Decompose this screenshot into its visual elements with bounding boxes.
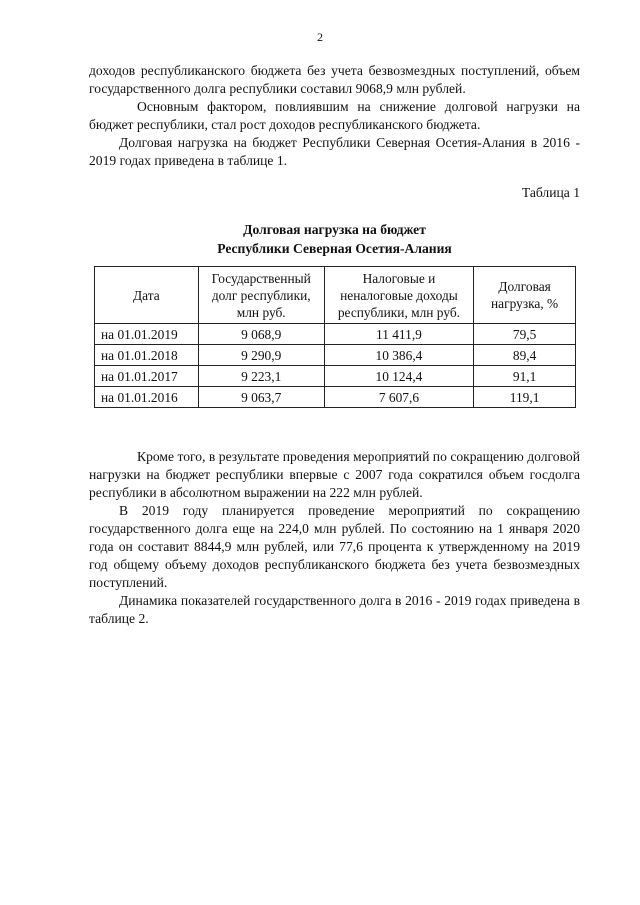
table-cell: 7 607,6: [324, 387, 474, 408]
text-block-top: [89, 62, 580, 170]
page-number: 2: [317, 30, 323, 44]
table-row: [95, 345, 576, 366]
table-row: [95, 324, 576, 345]
column-header-load: Долговая нагрузка, %: [474, 267, 576, 324]
table-cell: 10 386,4: [324, 345, 474, 366]
table-cell: на 01.01.2017: [95, 366, 199, 387]
column-header-revenue: Налоговые и неналоговые доходы республики, млн руб.: [324, 267, 474, 324]
table-title-line: Республики Северная Осетия-Алания: [217, 241, 452, 256]
table-title-line: Долговая нагрузка на бюджет: [243, 222, 426, 237]
debt-load-table: [94, 266, 576, 408]
table-caption: Таблица 1: [521, 185, 580, 200]
table-cell: 119,1: [474, 387, 576, 408]
table-row: [95, 366, 576, 387]
table-cell: на 01.01.2019: [95, 324, 199, 345]
paragraph: Основным фактором, повлиявшим на снижение долговой нагрузки на бюджет республики, стал рост доходов республиканского бюджета.: [89, 99, 580, 132]
table-cell: на 01.01.2016: [95, 387, 199, 408]
paragraph: доходов республиканского бюджета без учета безвозмездных поступлений, объем государственного долга республики составил 9068,9 млн рублей.: [89, 63, 580, 96]
table-row: [95, 387, 576, 408]
table-cell: 9 290,9: [198, 345, 324, 366]
table-title: [89, 220, 580, 258]
table-cell: 10 124,4: [324, 366, 474, 387]
table-cell: на 01.01.2018: [95, 345, 199, 366]
table-header-row: [95, 267, 576, 324]
paragraph: Долговая нагрузка на бюджет Республики Северная Осетия-Алания в 2016 - 2019 годах приведена в таблице 1.: [89, 135, 580, 168]
column-header-date: Дата: [95, 267, 199, 324]
table-cell: 79,5: [474, 324, 576, 345]
table-cell: 91,1: [474, 366, 576, 387]
table-cell: 9 223,1: [198, 366, 324, 387]
paragraph: В 2019 году планируется проведение мероприятий по сокращению государственного долга еще на 224,0 млн рублей. По состоянию на 1 января 2020 года он составит 8844,9 млн рублей, или 77,6 процента к утвержденному на 2019 год общему объему доходов республиканского бюджета без учета безвозмездных поступлений.: [89, 503, 580, 590]
table-cell: 89,4: [474, 345, 576, 366]
table-cell: 9 068,9: [198, 324, 324, 345]
table-cell: 9 063,7: [198, 387, 324, 408]
paragraph: Динамика показателей государственного долга в 2016 - 2019 годах приведена в таблице 2.: [89, 593, 580, 626]
table-cell: 11 411,9: [324, 324, 474, 345]
column-header-debt: Государственный долг республики, млн руб.: [198, 267, 324, 324]
text-block-bottom: [89, 448, 580, 628]
paragraph: Кроме того, в результате проведения мероприятий по сокращению долговой нагрузки на бюджет республики впервые с 2007 года сократился объем госдолга республики в абсолютном выражении на 222 млн рублей.: [89, 449, 580, 500]
